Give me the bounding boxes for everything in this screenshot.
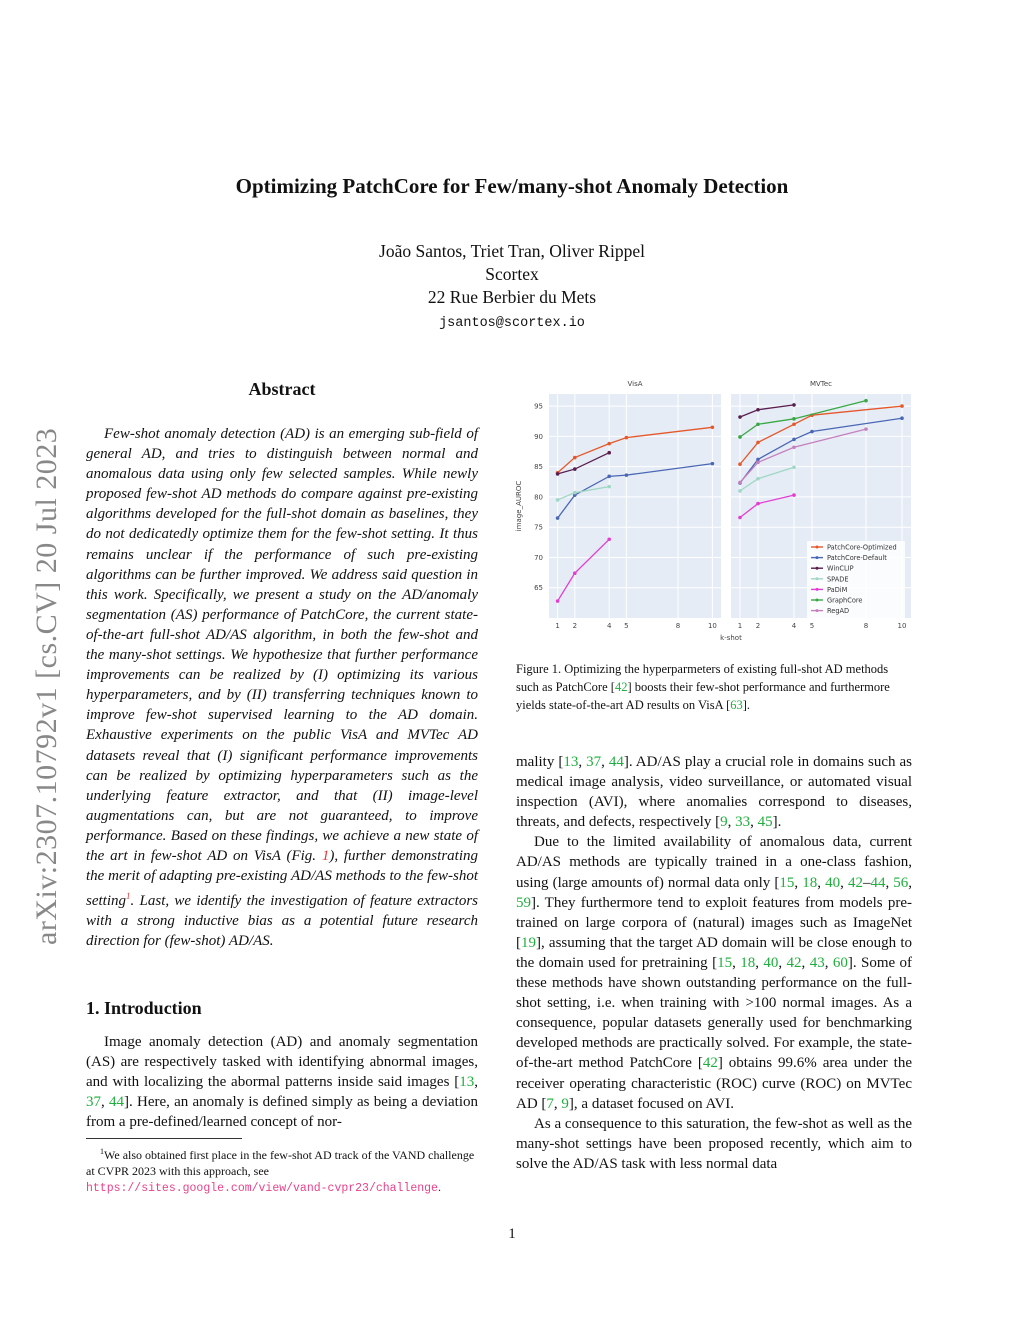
footnote-number: 1	[100, 1147, 104, 1156]
abstract-heading: Abstract	[248, 379, 316, 399]
data-point	[792, 422, 796, 426]
author-block	[0, 240, 1024, 335]
data-point	[792, 417, 796, 421]
citation-link[interactable]: 44	[608, 754, 624, 770]
citation-link[interactable]: 13	[563, 754, 579, 770]
data-point	[738, 462, 742, 466]
abstract-part: . Last, we identify the investigation of feature extractors with a strong inductive bias as a potential future research direction for (few-shot) AD/AS.	[86, 893, 478, 950]
data-point	[738, 481, 742, 485]
text-run: ,	[750, 814, 758, 831]
citation-link[interactable]: 42	[786, 954, 802, 971]
data-point	[711, 462, 715, 466]
x-tick-label: 4	[606, 622, 612, 630]
data-point	[607, 451, 611, 455]
legend-label: WinCLIP	[827, 564, 854, 573]
data-point	[900, 404, 904, 408]
x-tick-label: 5	[624, 622, 629, 630]
author-affiliation: Scortex	[485, 264, 539, 284]
citation-link[interactable]: 37	[586, 754, 602, 770]
y-tick-label: 95	[534, 402, 543, 411]
x-tick-label: 1	[737, 622, 743, 630]
footnote	[86, 1144, 478, 1197]
footnote-marker[interactable]: 1	[126, 891, 131, 902]
footnote-divider	[86, 1138, 242, 1139]
y-tick-label: 85	[534, 463, 543, 472]
x-tick-label: 2	[572, 622, 578, 630]
citation-link[interactable]: 59	[516, 894, 531, 911]
citation-link[interactable]: 37	[86, 1094, 101, 1110]
data-point	[792, 493, 796, 497]
data-point	[756, 422, 760, 426]
legend-label: PaDiM	[827, 585, 848, 594]
legend-label: GraphCore	[827, 596, 863, 605]
x-tick-label: 10	[897, 622, 907, 630]
footnote-end: .	[437, 1180, 441, 1194]
figure-caption	[516, 660, 912, 714]
legend-marker	[816, 567, 819, 570]
citation-link[interactable]: 60	[832, 954, 848, 971]
legend-label: PatchCore-Optimized	[827, 543, 897, 552]
text-run: ,	[824, 954, 833, 971]
data-point	[607, 442, 611, 446]
section-heading-introduction: 1. Introduction	[86, 998, 202, 1018]
data-point	[738, 489, 742, 493]
citation-link[interactable]: 45	[757, 814, 773, 831]
data-point	[625, 436, 629, 440]
data-point	[756, 408, 760, 412]
y-tick-label: 70	[534, 553, 543, 562]
text-run: Due to the limited availability of anomalous data, current AD/AS methods are typically trained in a one-class fashion, using (large amounts of) normal data only [	[516, 834, 912, 891]
legend-marker	[816, 588, 819, 591]
data-point	[573, 571, 577, 575]
citation-link[interactable]: 44	[870, 874, 886, 891]
data-point	[792, 445, 796, 449]
text-run: ,	[778, 954, 787, 971]
x-tick-label: 5	[809, 622, 815, 630]
data-point	[738, 435, 742, 439]
data-point	[607, 485, 611, 489]
paper-title: Optimizing PatchCore for Few/many-shot Anomaly Detection	[235, 174, 789, 198]
text-run: ]. They furthermore tend to exploit features from models pre-trained on large corpora of (natural) images such as ImageNet [	[516, 894, 912, 951]
citation-link[interactable]: 42	[702, 1055, 718, 1072]
x-tick-label: 8	[863, 622, 869, 630]
paragraph	[516, 832, 912, 1113]
citation-link[interactable]: 18	[740, 954, 756, 971]
legend-marker	[816, 599, 819, 602]
paragraph	[516, 752, 912, 832]
legend-label: PatchCore-Default	[827, 554, 887, 563]
text-run: ,	[727, 814, 736, 831]
right-column-text	[516, 752, 912, 1174]
text-run: mality [	[516, 754, 564, 770]
legend-label: RegAD	[827, 607, 850, 616]
abstract-part: ), further demonstrating the merit of adapting pre-existing AD/AS methods to the few-shot setting	[86, 847, 478, 910]
text-run: ]. AD/AS play a crucial role in domains such as medical image analysis, video surveillance, or automated visual inspection (AVI), where anomalies correspond to diseases, threats, and defects, respectively [	[516, 754, 912, 831]
citation-link[interactable]: 33	[735, 814, 751, 831]
text-run: ,	[578, 754, 587, 770]
citation-link[interactable]: 18	[802, 874, 818, 891]
panel-title: VisA	[627, 380, 643, 388]
citation-link[interactable]: 9	[561, 1095, 569, 1112]
author-names: João Santos, Triet Tran, Oliver Rippel	[379, 241, 645, 261]
figure-link[interactable]: 1	[321, 847, 330, 864]
author-address: 22 Rue Berbier du Mets	[427, 287, 597, 307]
figure-1	[513, 378, 913, 648]
data-point	[556, 472, 560, 476]
footnote-url-link[interactable]: https://sites.google.com/view/vand-cvpr23/challenge	[86, 1182, 438, 1195]
data-point	[792, 438, 796, 442]
citation-link[interactable]: 40	[825, 874, 841, 891]
text-run: ,	[794, 874, 803, 891]
citation-link[interactable]: 9	[720, 814, 728, 831]
data-point	[792, 465, 796, 469]
y-tick-label: 80	[534, 493, 543, 502]
text-run: ,	[474, 1074, 478, 1090]
text-run: ].	[772, 814, 782, 831]
data-point	[756, 461, 760, 465]
data-point	[607, 475, 611, 479]
legend-label: SPADE	[827, 575, 849, 584]
data-point	[900, 416, 904, 420]
data-point	[864, 427, 868, 431]
text-run: ,	[755, 954, 764, 971]
data-point	[756, 477, 760, 481]
x-axis-label: k-shot	[720, 634, 742, 642]
text-run: ,	[732, 954, 741, 971]
intro-paragraph	[86, 1032, 478, 1132]
page-number: 1	[508, 1226, 516, 1242]
citation-link[interactable]: 15	[779, 874, 795, 891]
x-tick-label: 10	[707, 622, 717, 630]
abstract-text	[86, 424, 478, 951]
citation-link[interactable]: 42	[847, 874, 863, 891]
citation-link[interactable]: 13	[459, 1074, 475, 1090]
citation-link[interactable]: 56	[893, 874, 909, 891]
text-run: ] obtains 99.6% area under the receiver operating characteristic (ROC) curve (ROC) on MVTec AD [	[516, 1055, 912, 1112]
data-point	[810, 430, 814, 434]
citation-link[interactable]: 19	[521, 934, 536, 951]
data-point	[556, 516, 560, 520]
data-point	[756, 502, 760, 506]
data-point	[738, 516, 742, 520]
citation-link[interactable]: 7	[546, 1095, 554, 1112]
data-point	[756, 441, 760, 445]
data-point	[625, 473, 629, 477]
paragraph: As a consequence to this saturation, the few-shot as well as the many-shot settings have been proposed recently, which aim to solve the AD/AS task with less normal data	[516, 1115, 912, 1172]
data-point	[711, 425, 715, 429]
arxiv-watermark: arXiv:2307.10792v1 [cs.CV] 20 Jul 2023	[30, 427, 63, 945]
legend-marker	[816, 609, 819, 612]
abstract-part: Few-shot anomaly detection (AD) is an emerging sub-field of general AD, and tries to distinguish between normal and anomalous data using only few selected samples. While newly proposed few-shot AD methods do compare against pre-existing algorithms developed for the full-shot domain as baselines, they do not dedicatedly optimize them for the few-shot setting. It thus remains unclear if the performance of such pre-existing algorithms can be further improved. We address said question in this work. Specifically, we present a study on the AD/anomaly segmentation (AS) performance of PatchCore, the current state-of-the-art full-shot AD/AS algorithm, in both the few-shot and the many-shot settings. We hypothesize that further performance improvements can be realized by (I) optimizing its various hyperparameters, and by (II) transferring techniques known to improve few-shot supervised learning to the AD domain. Exhaustive experiments on the public VisA and MVTec AD datasets reveal that (I) significant performance improvements can be realized by optimizing hyperparameters such as the underlying feature extractor, and that (II) image-level augmentations can, but are not guaranteed, to improve performance. Based on these findings, we achieve a new state of the art in few-shot AD on VisA (Fig.	[86, 426, 478, 864]
citation-link[interactable]: 15	[717, 954, 733, 971]
few-shot-auroc-chart	[513, 378, 913, 648]
caption-part: Figure 1. Optimizing the hyperparmeters of existing full-shot AD methods such as PatchCore [	[516, 662, 889, 694]
author-email[interactable]: jsantos@scortex.io	[439, 316, 585, 331]
data-point	[864, 399, 868, 403]
panel-title: MVTec	[809, 380, 833, 388]
citation-link[interactable]: 43	[809, 954, 825, 971]
data-point	[573, 467, 577, 471]
y-tick-label: 75	[534, 523, 543, 532]
text-run: Image anomaly detection (AD) and anomaly segmentation (AS) are respectively tasked with identifying abnormal images, and with localizing the abormal patterns inside said images [	[86, 1034, 478, 1090]
text-run: ,	[885, 874, 894, 891]
data-point	[556, 599, 560, 603]
text-run: ,	[601, 754, 609, 770]
citation-link[interactable]: 42	[614, 680, 628, 694]
y-tick-label: 90	[534, 432, 543, 441]
text-run: ,	[817, 874, 826, 891]
data-point	[607, 537, 611, 541]
citation-link[interactable]: 40	[763, 954, 779, 971]
data-point	[556, 498, 560, 502]
data-point	[792, 403, 796, 407]
citation-link[interactable]: 63	[730, 698, 743, 712]
text-run: ,	[101, 1094, 109, 1110]
text-run: ], assuming that the target AD domain will be close enough to the domain used for pretraining [	[516, 934, 912, 971]
y-axis-label: image_AUROC	[515, 480, 523, 532]
citation-link[interactable]: 44	[109, 1094, 124, 1110]
x-tick-label: 1	[555, 622, 560, 630]
data-point	[738, 415, 742, 419]
text-run: ,	[840, 874, 848, 891]
legend-marker	[816, 556, 819, 559]
x-tick-label: 2	[755, 622, 761, 630]
caption-part: ].	[742, 698, 751, 712]
text-run: ,	[553, 1095, 562, 1112]
text-run: ], a dataset focused on AVI.	[568, 1095, 735, 1112]
legend-marker	[816, 577, 819, 580]
y-tick-label: 65	[534, 584, 543, 593]
text-run: ,	[801, 954, 810, 971]
data-point	[573, 491, 577, 495]
data-point	[573, 456, 577, 460]
text-run: –	[862, 874, 871, 891]
text-run: ]. Some of these methods have shown outstanding performance on the full-shot setting, i.e. when training with >100 normal images. As a consequence, popular datasets generally used for benchmarking developed methods are practically solved. For example, the state-of-the-art method PatchCore [	[516, 954, 913, 1072]
footnote-text: We also obtained first place in the few-shot AD track of the VAND challenge at CVPR 2023 with this approach, see	[86, 1148, 475, 1178]
x-tick-label: 4	[791, 622, 797, 630]
legend-marker	[816, 546, 819, 549]
text-run: ]. Here, an anomaly is defined simply as being a deviation from a pre-defined/learned concept of nor-	[86, 1094, 478, 1130]
caption-part: ] boosts their few-shot performance and furthermore yields state-of-the-art AD results on VisA [	[516, 680, 890, 712]
x-tick-label: 8	[675, 622, 681, 630]
text-run: ,	[908, 874, 913, 891]
